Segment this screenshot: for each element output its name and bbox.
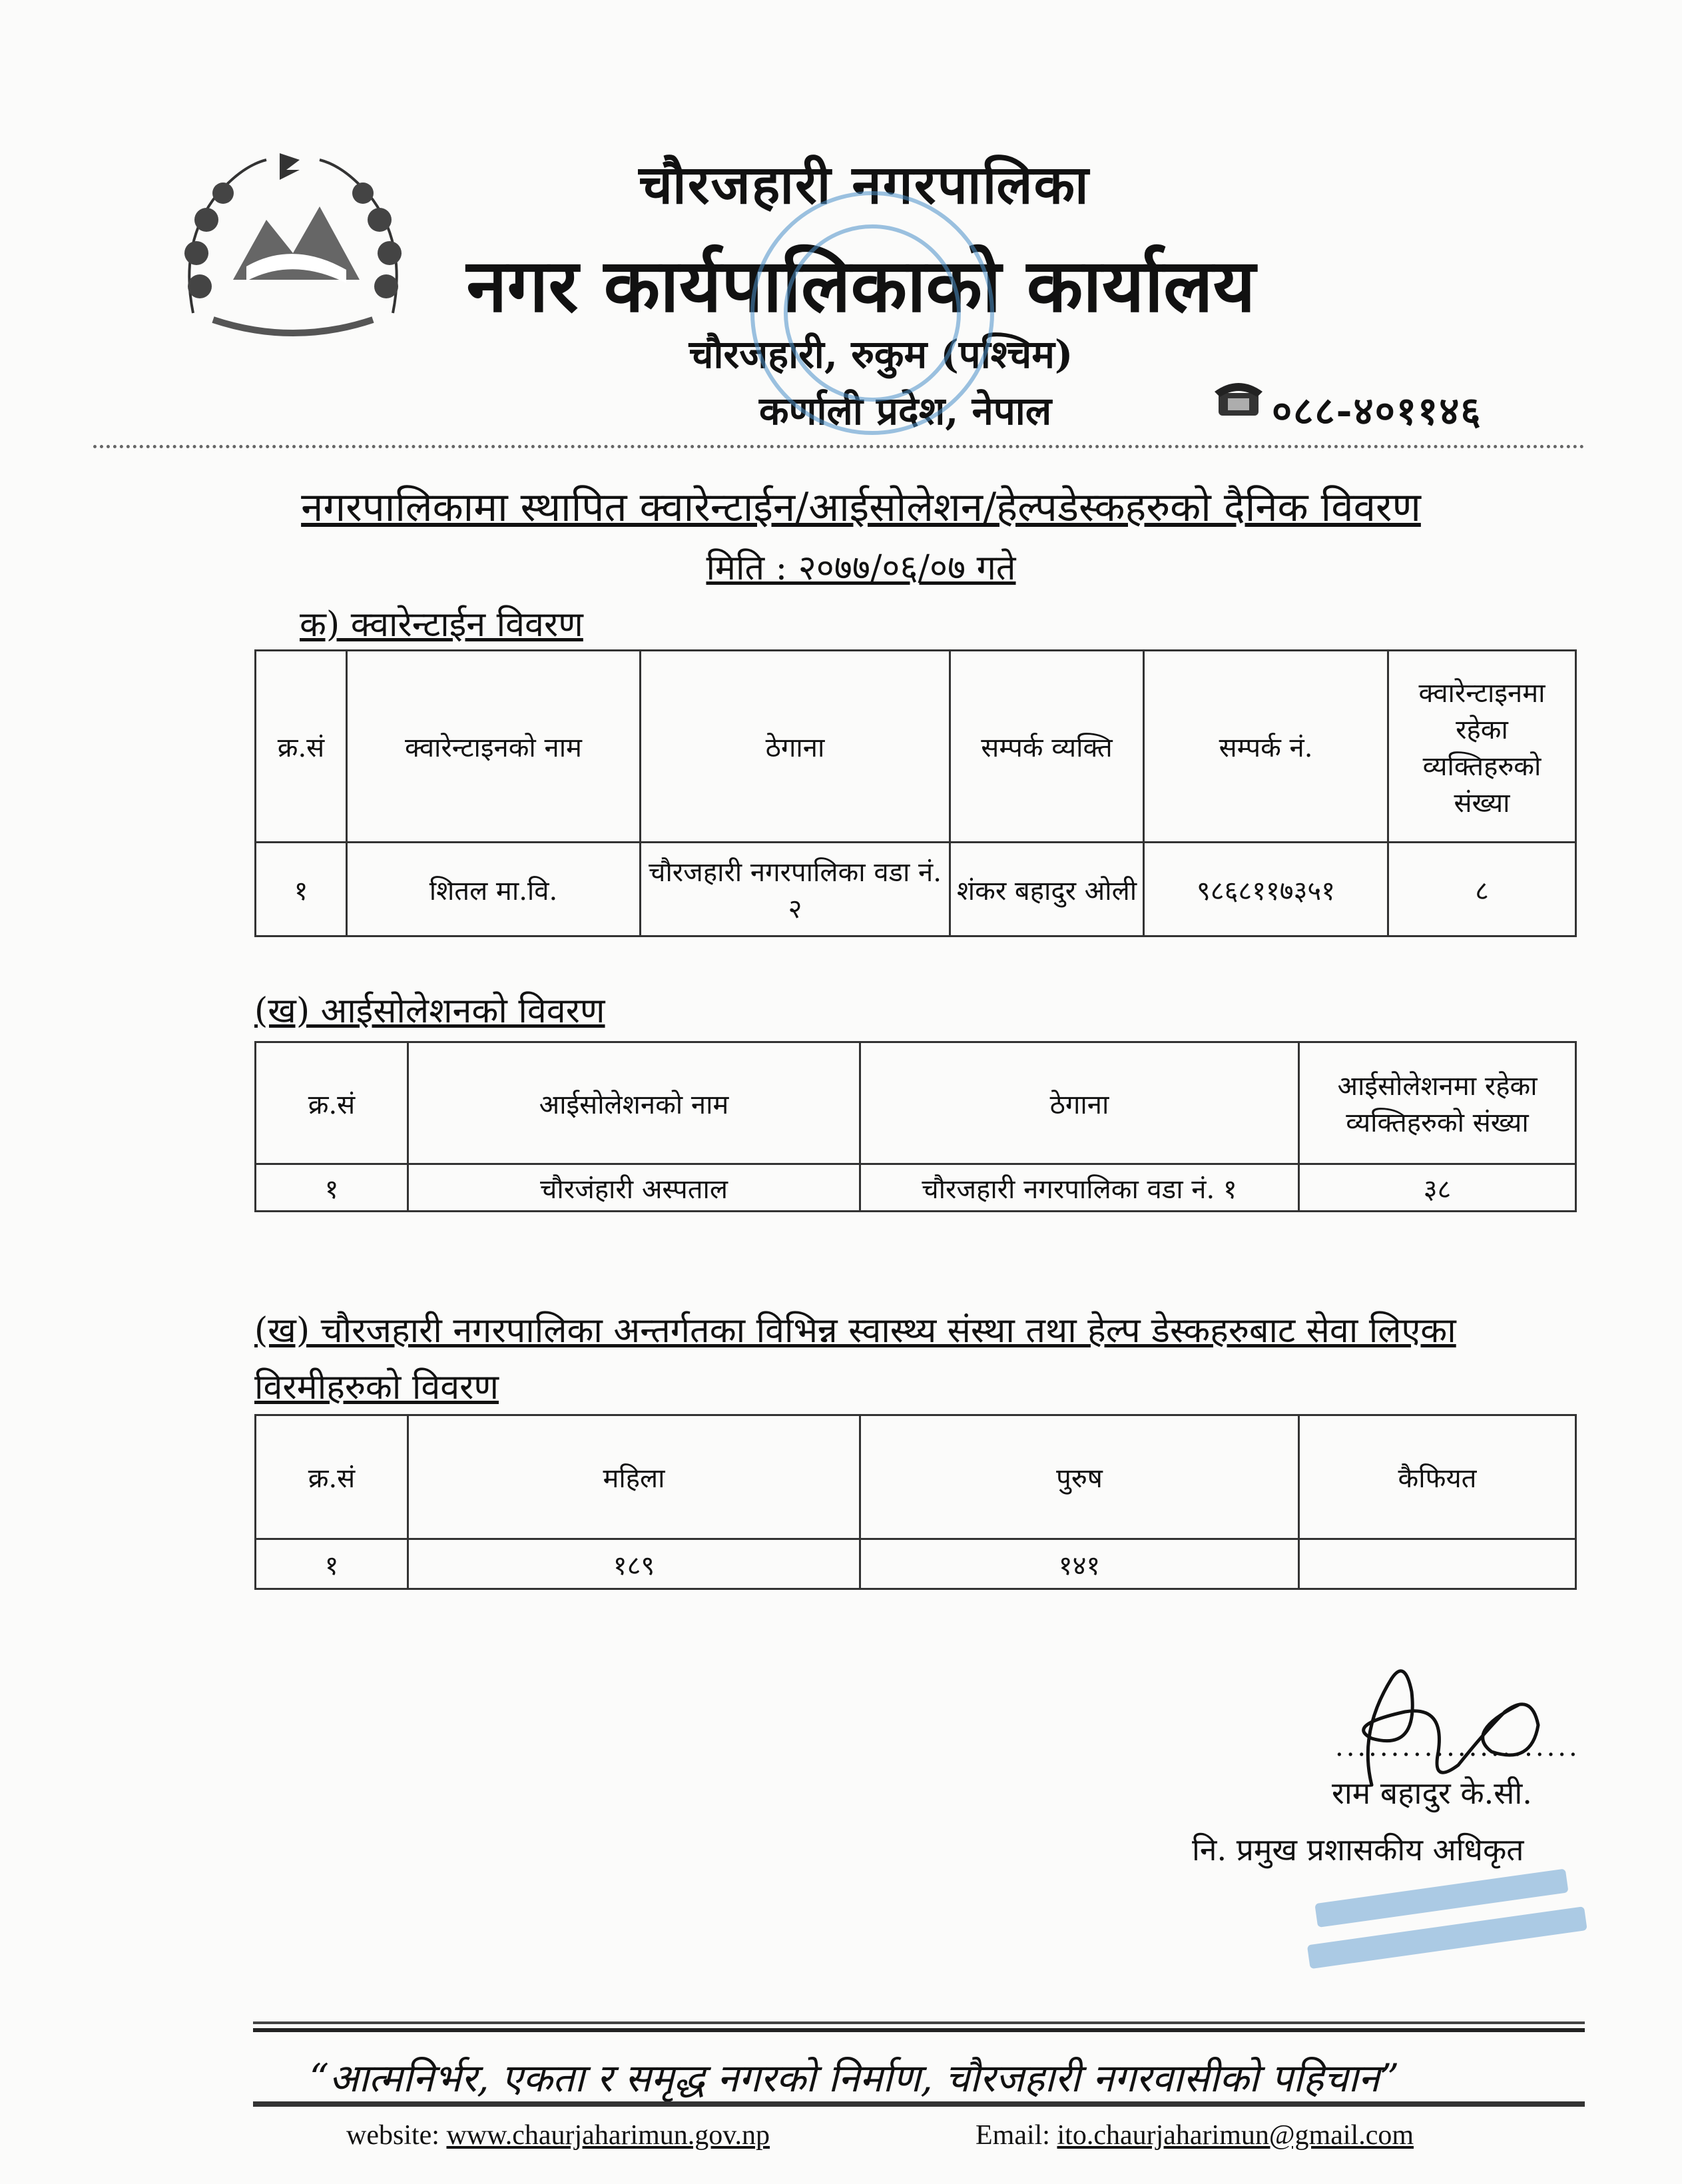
- patients-heading: (ख) चौरजहारी नगरपालिका अन्तर्गतका विभिन्न स्वास्थ्य संस्था तथा हेल्प डेस्कहरुबाट सेवा लिएका: [254, 1311, 1456, 1351]
- telephone-icon: [1212, 378, 1265, 418]
- table-row: [256, 1539, 1576, 1589]
- quarantine-heading: क) क्वारेन्टाईन विवरण: [300, 605, 583, 645]
- column-header: पुरुष: [860, 1415, 1299, 1539]
- table-row: [256, 1164, 1576, 1212]
- email-link[interactable]: ito.chaurjaharimun@gmail.com: [1057, 2120, 1414, 2151]
- column-header: क्र.सं: [256, 1042, 408, 1164]
- signature-stamp-icon: [1292, 1858, 1611, 1985]
- column-header: क्र.सं: [256, 651, 347, 843]
- cell-count: ३८: [1299, 1164, 1576, 1212]
- cell-name: शितल मा.वि.: [347, 843, 641, 936]
- header-divider: [93, 445, 1585, 448]
- email-label: Email:: [976, 2120, 1057, 2151]
- isolation-heading: (ख) आईसोलेशनको विवरण: [254, 991, 605, 1031]
- cell-name: चौरजंहारी अस्पताल: [408, 1164, 860, 1212]
- address-line-2: कर्णाली प्रदेश, नेपाल: [759, 388, 1052, 434]
- cell-count: ८: [1388, 843, 1576, 936]
- patients-table: [254, 1414, 1577, 1590]
- column-header: आईसोलेशनको नाम: [408, 1042, 860, 1164]
- signatory-designation: नि. प्रमुख प्रशासकीय अधिकृत: [1192, 1832, 1524, 1868]
- column-header: क्वारेन्टाइनमा रहेका व्यक्तिहरुको संख्या: [1388, 651, 1576, 843]
- cell-sn: १: [256, 843, 347, 936]
- column-header: आईसोलेशनमा रहेका व्यक्तिहरुको संख्या: [1299, 1042, 1576, 1164]
- footer-motto: “आत्मनिर्भर, एकता र समृद्ध नगरको निर्माण, चौरजहारी नगरवासीको पहिचान”: [309, 2055, 1400, 2101]
- cell-contact-person: शंकर बहादुर ओली: [950, 843, 1144, 936]
- footer-divider: [253, 2021, 1585, 2024]
- office-stamp-icon: [732, 167, 1012, 473]
- cell-sn: १: [256, 1539, 408, 1589]
- cell-remarks: [1299, 1539, 1576, 1589]
- footer-website: [346, 2119, 770, 2151]
- column-header: ठेगाना: [641, 651, 950, 843]
- footer-divider: [253, 2101, 1585, 2107]
- footer-email: [976, 2119, 1414, 2151]
- address-line-1: चौरजहारी, रुकुम (पश्चिम): [689, 332, 1073, 377]
- cell-address: चौरजहारी नगरपालिका वडा नं. १: [860, 1164, 1299, 1212]
- signatory-name: राम बहादुर के.सी.: [1332, 1775, 1532, 1811]
- quarantine-table: [254, 649, 1577, 937]
- municipality-name: चौरजहारी नगरपालिका: [639, 153, 1090, 216]
- cell-contact-no: ९८६८११७३५१: [1144, 843, 1388, 936]
- column-header: महिला: [408, 1415, 860, 1539]
- cell-sn: १: [256, 1164, 408, 1212]
- website-link[interactable]: www.chaurjaharimun.gov.np: [446, 2120, 770, 2151]
- document-title: नगरपालिकामा स्थापित क्वारेन्टाईन/आईसोलेशन/हेल्पडेस्कहरुको दैनिक विवरण: [301, 484, 1421, 531]
- phone-number: ०८८-४०११४६: [1272, 388, 1482, 434]
- column-header: सम्पर्क नं.: [1144, 651, 1388, 843]
- signature-line: ......................: [1335, 1732, 1580, 1762]
- footer-divider: [253, 2028, 1585, 2032]
- patients-heading-line2: विरमीहरुको विवरण: [254, 1367, 499, 1407]
- cell-address: चौरजहारी नगरपालिका वडा नं. २: [641, 843, 950, 936]
- column-header: ठेगाना: [860, 1042, 1299, 1164]
- column-header: क्र.सं: [256, 1415, 408, 1539]
- column-header: सम्पर्क व्यक्ति: [950, 651, 1144, 843]
- office-name: नगर कार्यपालिकाको कार्यालय: [466, 242, 1256, 328]
- cell-female: १८९: [408, 1539, 860, 1589]
- table-row: [256, 843, 1576, 936]
- column-header: क्वारेन्टाइनको नाम: [347, 651, 641, 843]
- cell-male: १४१: [860, 1539, 1299, 1589]
- isolation-table: [254, 1041, 1577, 1212]
- document-date: मिति : २०७७/०६/०७ गते: [706, 548, 1016, 588]
- column-header: कैफियत: [1299, 1415, 1576, 1539]
- website-label: website:: [346, 2120, 447, 2151]
